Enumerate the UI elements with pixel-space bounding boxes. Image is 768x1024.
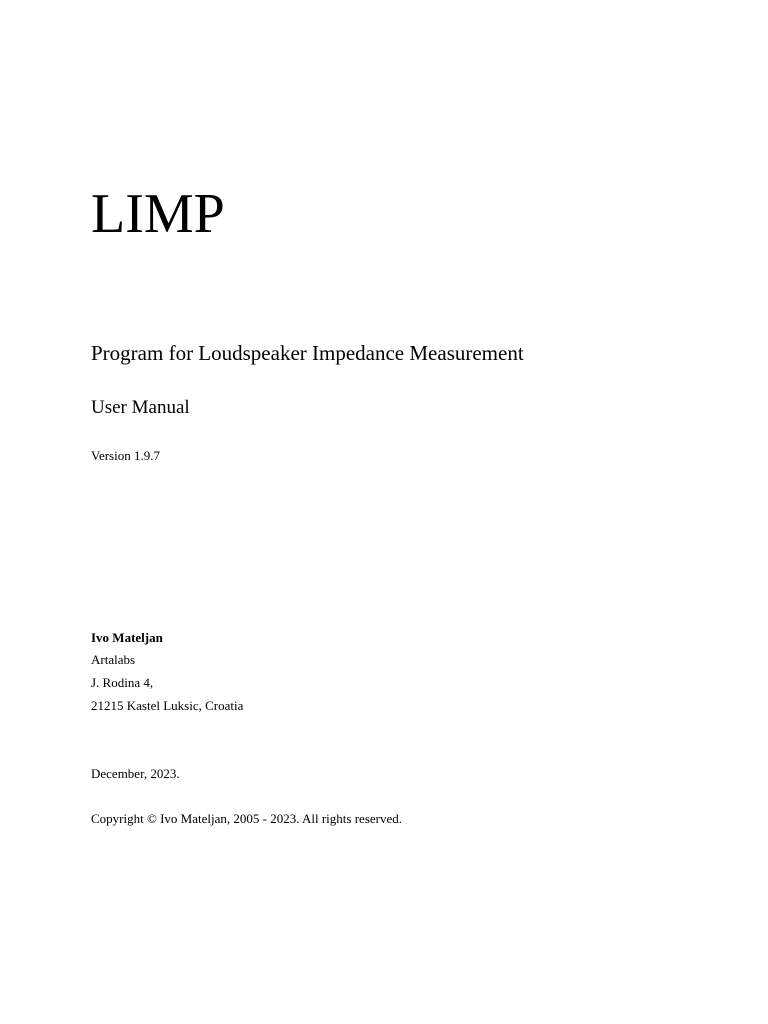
publication-date: December, 2023. — [91, 766, 180, 781]
version-label: Version 1.9.7 — [91, 448, 160, 463]
author-name: Ivo Mateljan — [91, 630, 163, 645]
document-type: User Manual — [91, 397, 190, 418]
document-title: LIMP — [91, 183, 225, 245]
author-city: 21215 Kastel Luksic, Croatia — [91, 698, 244, 713]
document-subtitle: Program for Loudspeaker Impedance Measurement — [91, 341, 524, 365]
author-street: J. Rodina 4, — [91, 675, 154, 690]
copyright-notice: Copyright © Ivo Mateljan, 2005 - 2023. All rights reserved. — [91, 811, 402, 826]
author-organization: Artalabs — [91, 652, 136, 667]
